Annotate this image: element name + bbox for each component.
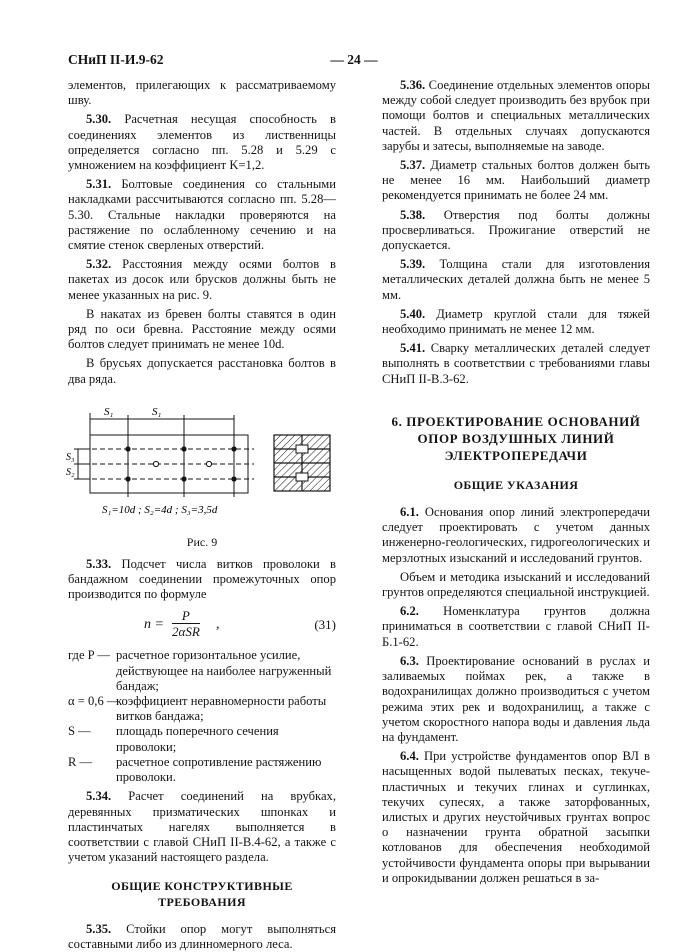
paragraph-5-32	[68, 257, 336, 303]
formula-comma: ,	[216, 617, 220, 633]
paragraph-text: Расчетная несущая способность в соединениях элементов из лиственницы определяется согласно пп. 5.28 и 5.29 с умножением на коэффициент K=1,2.	[68, 112, 336, 173]
formula-lhs: n =	[144, 617, 164, 633]
definition-row	[68, 694, 336, 724]
s2-label: S₂	[66, 466, 75, 478]
paragraph-6-3	[382, 654, 650, 745]
formula-fraction	[172, 608, 200, 639]
bolt-hole	[125, 476, 130, 481]
definition-term: где P —	[68, 648, 110, 663]
bolt-hole-offset	[153, 461, 158, 466]
bolt-section	[296, 473, 308, 481]
paragraph-5-30	[68, 112, 336, 173]
paragraph-number: 5.35.	[86, 921, 112, 936]
formula-definitions	[68, 648, 336, 785]
paragraph-6-2	[382, 604, 650, 650]
formula-31	[68, 608, 336, 642]
section-heading: ОБЩИЕ КОНСТРУКТИВНЫЕ ТРЕБОВАНИЯ	[111, 879, 293, 909]
s1-label: S₁	[104, 405, 114, 418]
paragraph-number: 5.33.	[86, 556, 112, 571]
bolt-spacing-drawing	[68, 393, 336, 553]
chapter-title-line: ОПОР ВОЗДУШНЫХ ЛИНИЙ	[417, 430, 615, 446]
left-column	[68, 78, 336, 952]
definition-term: R —	[68, 754, 93, 769]
paragraph-number: 5.41.	[400, 341, 426, 356]
paragraph-text: Расстояния между осями болтов в пакетах из досок или брусков должны быть не менее указанных на рис. 9.	[68, 257, 336, 302]
paragraph-5-38	[382, 208, 650, 254]
bolt-hole-offset	[206, 461, 211, 466]
definition-term: S —	[68, 724, 91, 739]
paragraph-number: 5.38.	[400, 207, 426, 222]
bolt-hole	[181, 476, 186, 481]
paragraph-number: 6.1.	[400, 505, 419, 520]
chapter-title	[382, 413, 650, 464]
paragraph-5-41	[382, 341, 650, 387]
paragraph-continuation: элементов, прилегающих к рассматриваемому шву.	[68, 78, 336, 108]
equation-number: (31)	[314, 617, 336, 633]
paragraph-number: 6.4.	[400, 749, 419, 764]
s3-label: S₃	[66, 451, 75, 463]
figure-9	[68, 393, 336, 553]
paragraph-text: Основания опор линий электропередачи следует проектировать с учетом данных инженерно-геологических, гидрогеологических и мерзлотных изысканий и исследований грунтов.	[382, 505, 650, 565]
paragraph-text: Сварку металлических деталей следует выполнять в соответствии с требованиями главы СНиП II-В.3-62.	[382, 341, 650, 386]
document-code: СНиП II-И.9-62	[68, 52, 164, 67]
paragraph-text: Толщина стали для изготовления металлических деталей должна быть не менее 5 мм.	[382, 257, 650, 302]
paragraph-5-36	[382, 78, 650, 154]
paragraph-5-35	[68, 922, 336, 952]
bolt-hole	[181, 446, 186, 451]
s1-label: S₁	[152, 405, 162, 418]
page-header	[68, 52, 640, 72]
paragraph-text: Расчет соединений на врубках, деревянных призматических шпонках и пластинчатых нагелях выполняется в соответствии с главой СНиП II-В.4-62, а также с учетом указаний настоящего раздела.	[68, 789, 336, 865]
paragraph-number: 5.32.	[86, 257, 112, 272]
definition-text: расчетное сопротивление растяжению проволоки.	[116, 754, 322, 785]
definition-text: расчетное горизонтальное усилие, действующее на наиболее нагруженный бандаж;	[116, 648, 332, 693]
paragraph-5-34	[68, 789, 336, 865]
paragraph-5-31	[68, 177, 336, 253]
paragraph-text: Соединение отдельных элементов опоры между собой следует производить без врубок при помощи болтов и специальных металлических частей. В отдельных случаях допускаются зарубы и затесы, выполняемые на заводе.	[382, 78, 650, 153]
paragraph-text: Стойки опор могут выполняться составными либо из длинномерного леса.	[68, 921, 336, 951]
bolt-hole	[231, 476, 236, 481]
paragraph-5-32-beams: В брусьях допускается расстановка болтов в два ряда.	[68, 356, 336, 386]
paragraph-number: 5.37.	[400, 158, 426, 173]
figure-caption: Рис. 9	[186, 534, 218, 549]
paragraph-number: 5.34.	[86, 789, 112, 804]
paragraph-text: При устройстве фундаментов опор ВЛ в насыщенных водой пылеватых песках, текуче-пластичных и текучих глинах и суглинках, текучих супесях, а также заторфованных, илистых и других неустойчивых грунтах вопрос о назначении грунта обратной засыпки котлованов для обеспечения необходимой устойчивости фундамента опоры при вырывании и опрокидывании должен решаться в за-	[382, 749, 650, 885]
paragraph-number: 5.40.	[400, 306, 426, 321]
paragraph-number: 6.2.	[400, 604, 419, 619]
paragraph-number: 6.3.	[400, 653, 419, 668]
right-column	[382, 78, 650, 886]
paragraph-text: Подсчет числа витков проволоки в бандажном соединении промежуточных опор производится по формуле	[68, 556, 336, 602]
definition-row	[68, 648, 336, 694]
paragraph-6-1-b: Объем и методика изысканий и исследований грунтов определяются специальной инструкцией.	[382, 569, 650, 600]
paragraph-number: 5.30.	[86, 112, 112, 127]
chapter-title-line: ЭЛЕКТРОПЕРЕДАЧИ	[444, 447, 588, 463]
paragraph-text: Проектирование оснований в руслах и заливаемых поймах рек, а также в водохранилищах должно производиться с учетом режима этих рек и водохранилищ, а также с учетом скоростного напора воды и давления льда на фундамент.	[382, 653, 650, 744]
paragraph-number: 5.31.	[86, 177, 112, 192]
formula-denominator: 2αSR	[172, 624, 200, 640]
paragraph-5-37	[382, 158, 650, 204]
paragraph-5-32-logs: В накатах из бревен болты ставятся в один ряд по оси бревна. Расстояние между осями болтов следует принимать не менее 10d.	[68, 306, 336, 352]
subsection-heading: ОБЩИЕ УКАЗАНИЯ	[453, 477, 579, 492]
paragraph-text: Номенклатура грунтов должна приниматься в соответствии с главой СНиП II-Б.1-62.	[382, 604, 650, 649]
definition-row	[68, 724, 336, 754]
paragraph-5-40	[382, 307, 650, 337]
bolt-section	[296, 445, 308, 453]
paragraph-text: Отверстия под болты должны просверливаться. Прожигание отверстий не допускается.	[382, 207, 650, 253]
definition-text: площадь поперечного сечения проволоки;	[116, 724, 279, 754]
bolt-hole	[231, 446, 236, 451]
paragraph-number: 5.36.	[400, 78, 426, 92]
definition-row	[68, 755, 336, 785]
paragraph-6-4	[382, 749, 650, 886]
definition-text: коэффициент неравномерности работы витков бандажа;	[116, 694, 327, 724]
chapter-title-line: 6. ПРОЕКТИРОВАНИЕ ОСНОВАНИЙ	[391, 413, 641, 429]
paragraph-text: Диаметр стальных болтов должен быть не менее 16 мм. Наибольший диаметр рекомендуется принимать не более 24 мм.	[382, 158, 650, 203]
page-number: — 24 —	[330, 52, 378, 67]
paragraph-text: Диаметр круглой стали для тяжей необходимо принимать не менее 12 мм.	[382, 306, 650, 337]
definition-term: α = 0,6 —	[68, 694, 120, 709]
paragraph-5-39	[382, 257, 650, 303]
bolt-hole	[125, 446, 130, 451]
paragraph-5-33	[68, 557, 336, 603]
figure-legend: S₁=10d ; S₂=4d ; S₃=3,5d	[102, 503, 218, 516]
paragraph-6-1	[382, 505, 650, 566]
formula-numerator: P	[172, 608, 200, 624]
paragraph-text: Болтовые соединения со стальными накладками рассчитываются согласно пп. 5.28—5.30. Стальные накладки проверяются на растяжение по ослабленному сечению и на смятие стенок сверленых отверстий.	[68, 177, 336, 253]
paragraph-number: 5.39.	[400, 257, 426, 272]
